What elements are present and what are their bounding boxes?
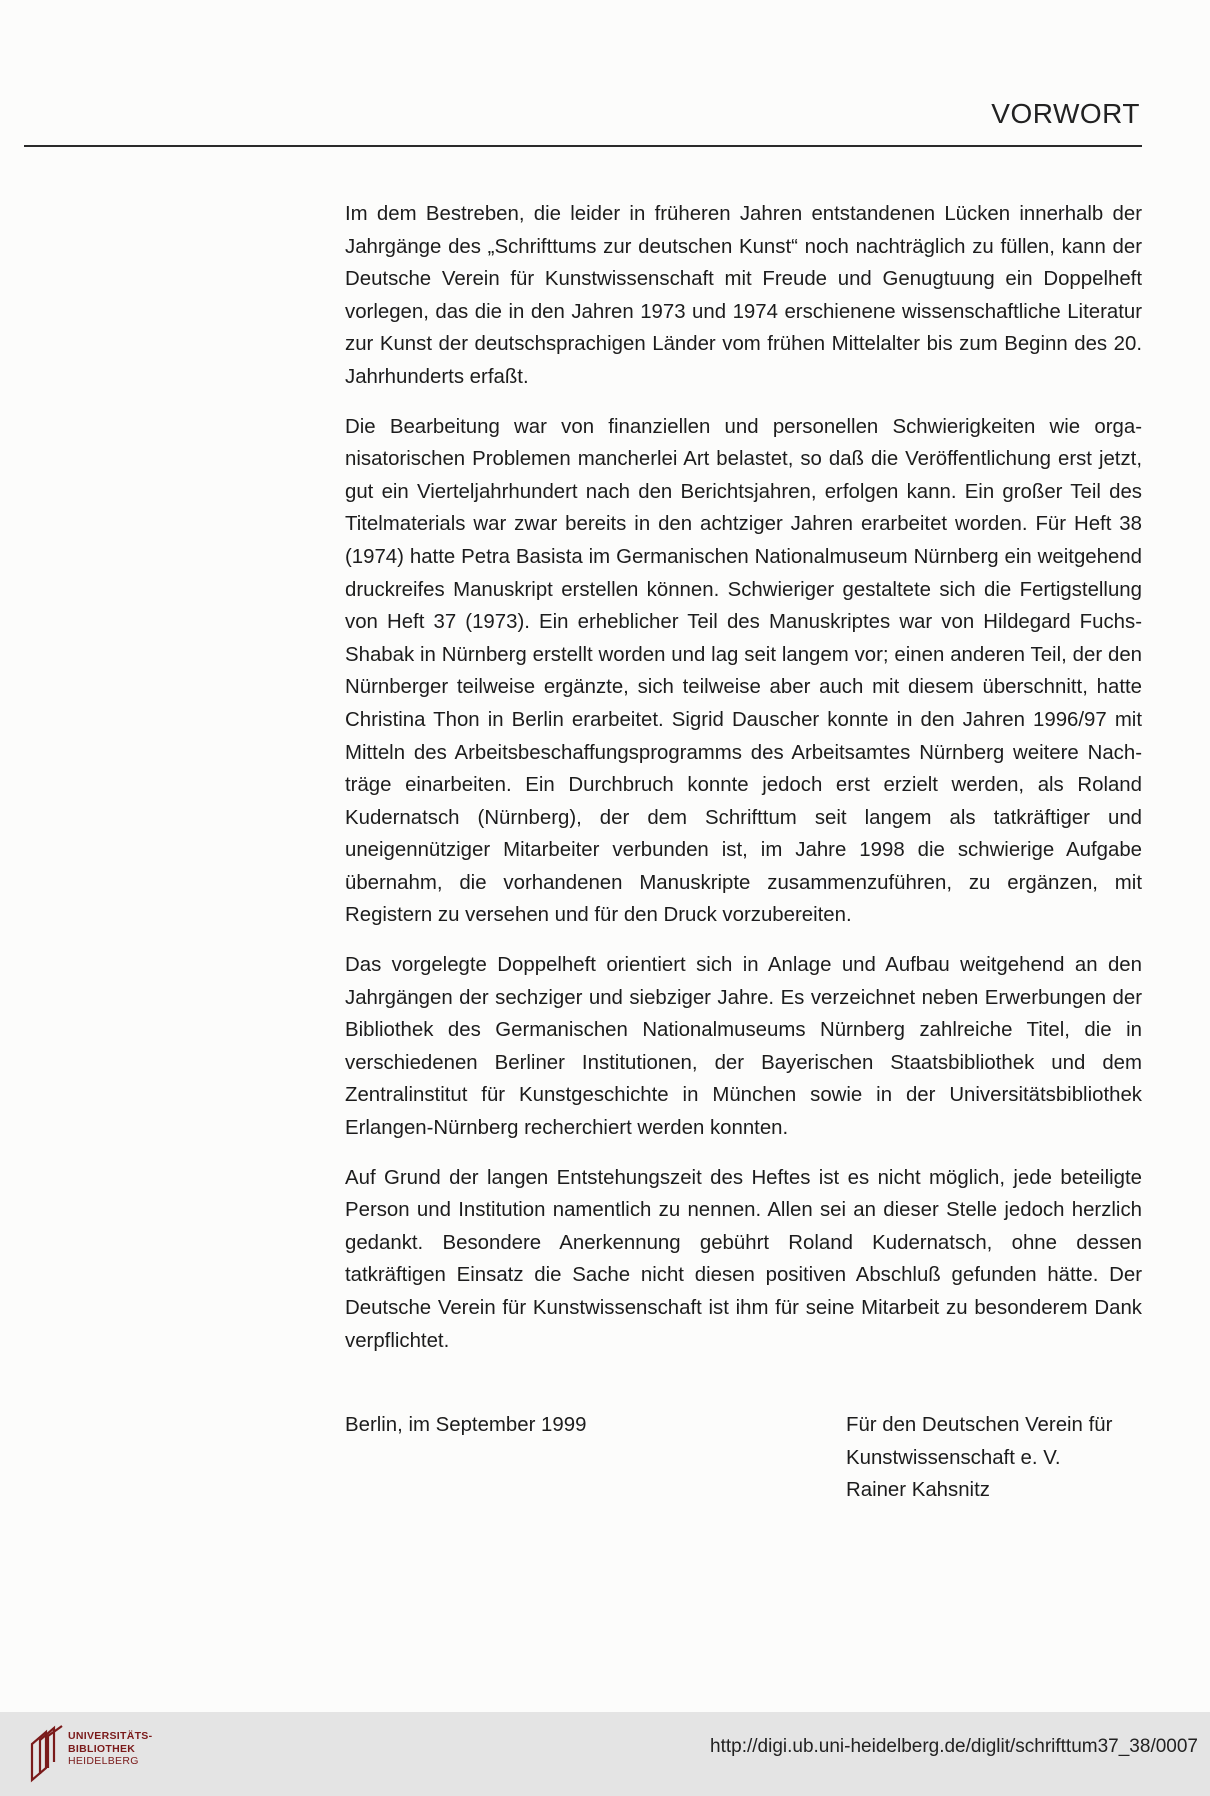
library-name-line-3: HEIDELBERG <box>68 1755 139 1767</box>
signer-line-1: Für den Deutschen Verein für <box>846 1414 1113 1436</box>
paragraph-3: Das vorgelegte Doppelheft orientiert sich in Anlage und Aufbau weitgehend an den Jahrgängen der sechziger und siebziger Jahre. Es verzeichnet neben Erwerbungen der Bibliothek des Germanischen Nationalmuseums Nürnberg zahlreiche Titel, die in verschiedenen Berliner Institutionen, der Bayerischen Staatsbibliothek und dem Zentralinstitut für Kunstgeschichte in München sowie in der Universitätsbibliothek Erlangen-Nürnberg recherchiert werden konnten. <box>345 954 1142 1140</box>
paragraph-4: Auf Grund der langen Entstehungszeit des Heftes ist es nicht möglich, jede beteiligte Person und Institution namentlich zu nennen. Allen sei an dieser Stelle jedoch herzlich gedankt. Besondere Anerkennung gebührt Roland Kudernatsch, ohne dessen tatkräftigen Einsatz die Sache nicht diesen positiven Abschluß gefunden hätte. Der Deutsche Verein für Kunstwissenschaft ist ihm für seine Mitarbeit zu besonderem Dank verpflichtet. <box>345 1166 1142 1352</box>
place-date: Berlin, im September 1999 <box>345 1414 587 1436</box>
paragraph-1: Im dem Bestreben, die leider in früheren Jahren entstandenen Lücken innerhalb der Jahrgänge des „Schrifttums zur deutschen Kunst“ noch nachträglich zu füllen, kann der Deutsche Verein für Kunstwissenschaft mit Freude und Genugtuung ein Doppelheft vorlegen, das die in den Jahren 1973 und 1974 erschienene wissenschaftliche Literatur zur Kunst der deutschsprachigen Länder vom frühen Mittelalter bis zum Beginn des 20. Jahrhunderts erfaßt. <box>345 203 1142 388</box>
library-name <box>68 1730 152 1768</box>
library-name-line-2: BIBLIOTHEK <box>68 1742 136 1755</box>
signer-name: Rainer Kahsnitz <box>846 1479 990 1502</box>
page-heading: VORWORT <box>991 98 1140 129</box>
library-name-line-1: UNIVERSITÄTS- <box>68 1730 153 1742</box>
paragraph-2: Die Bearbeitung war von finanziellen und personellen Schwierigkeiten wie organisatorischen Problemen mancherlei Art belastet, so daß die Veröffentlichung erst jetzt, gut ein Vierteljahrhundert nach den Berichtsjahren, erfolgen kann. Ein großer Teil des Titelmaterials war zwar bereits in den achtziger Jahren erarbeitet worden. Für Heft 38 (1974) hatte Petra Basista im Germanischen Nationalmuseum Nürnberg ein weitgehend druckreifes Manuskript erstellen können. Schwieriger gestaltete sich die Fertigstellung von Heft 37 (1973). Ein erheblicher Teil des Manuskriptes war von Hildegard Fuchs-Shabak in Nürnberg erstellt worden und lag seit langem vor; einen anderen Teil, der den Nürnberger teilweise ergänzte, sich teilweise aber auch mit diesem überschnitt, hatte Christina Thon in Berlin erarbeitet. Sigrid Dauscher konnte in den Jahren 1996/97 mit Mitteln des Arbeitsbeschaffungsprogramms des Arbeitsamtes Nürnberg weitere Nachträge einarbeiten. Ein Durchbruch konnte jedoch erst erzielt werden, als Roland Kudernatsch (Nürnberg), der dem Schrifttum seit langem als tatkräftiger und uneigennütziger Mitarbeiter verbunden ist, im Jahre 1998 die schwierige Aufgabe übernahm, die vorhandenen Manuskripte zusammenzuführen, zu ergänzen, mit Registern zu versehen und für den Druck vorzubereiten. <box>345 415 1142 927</box>
body-text <box>345 198 1142 1374</box>
signer <box>846 1409 1142 1507</box>
signer-line-2: Kunstwissenschaft e. V. <box>846 1446 1061 1469</box>
library-logo-icon <box>28 1724 72 1784</box>
permalink-url[interactable]: http://digi.ub.uni-heidelberg.de/diglit/schrifttum37_38/0007 <box>710 1736 1198 1757</box>
viewer-footer <box>0 1712 1210 1796</box>
header-divider <box>24 145 1142 147</box>
